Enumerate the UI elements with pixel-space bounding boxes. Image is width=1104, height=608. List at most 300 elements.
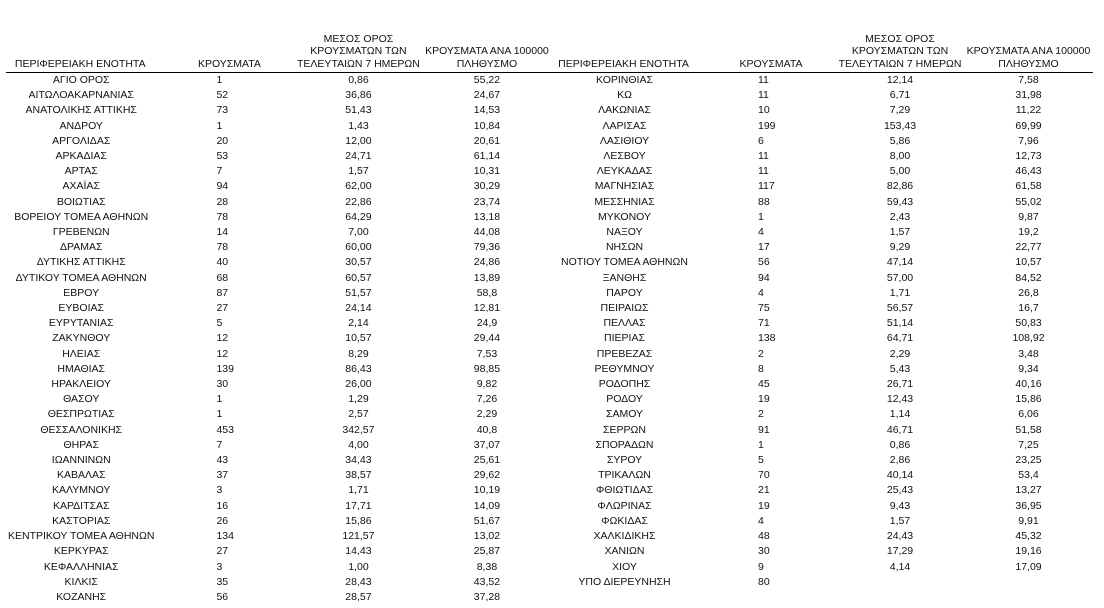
- cell-per100k: 53,4: [1018, 469, 1039, 482]
- cell-per100k: 43,52: [473, 575, 501, 588]
- cell-region: ΣΕΡΡΩΝ: [603, 423, 646, 436]
- table-row: [6, 514, 551, 529]
- cell-cases: 199: [758, 119, 776, 132]
- cell-per100k: 13,18: [473, 210, 501, 223]
- cell-region: ΗΜΑΘΙΑΣ: [57, 362, 106, 375]
- cell-region: ΣΠΟΡΑΔΩΝ: [595, 438, 654, 451]
- cell-region: ΗΡΑΚΛΕΙΟΥ: [51, 378, 112, 391]
- right-table-panel: [551, 20, 1093, 590]
- cell-cases: 94: [216, 180, 229, 193]
- table-row: [6, 103, 551, 118]
- cell-avg7: 12,00: [345, 134, 372, 147]
- cell-per100k: 12,81: [473, 302, 501, 315]
- table-row: [551, 134, 1093, 149]
- cell-cases: 35: [216, 575, 229, 588]
- cell-region: ΕΥΒΟΙΑΣ: [58, 302, 105, 315]
- cell-per100k: 24,67: [473, 89, 501, 102]
- table-row: [6, 88, 551, 103]
- cell-region: ΦΘΙΩΤΙΔΑΣ: [595, 484, 654, 497]
- cell-per100k: 19,2: [1018, 226, 1039, 239]
- cell-avg7: 2,29: [889, 347, 911, 360]
- table-row: [551, 377, 1093, 392]
- cell-region: ΧΑΛΚΙΔΙΚΗΣ: [593, 530, 656, 543]
- cell-cases: 30: [758, 545, 770, 558]
- cell-region: ΚΑΒΑΛΑΣ: [56, 469, 106, 482]
- cases-table-left: [6, 20, 551, 605]
- table-row: [6, 240, 551, 255]
- cell-region: ΘΕΣΣΑΛΟΝΙΚΗΣ: [40, 423, 123, 436]
- header-region: ΠΕΡΙΦΕΡΕΙΑΚΗ ΕΝΟΤΗΤΑ: [6, 20, 154, 73]
- cell-per100k: 6,06: [1018, 408, 1039, 421]
- cell-per100k: 61,58: [1015, 180, 1042, 193]
- cell-per100k: 7,26: [476, 393, 498, 406]
- cell-avg7: 2,43: [889, 210, 911, 223]
- cell-region: ΛΑΣΙΘΙΟΥ: [599, 134, 650, 147]
- table-row: [551, 514, 1093, 529]
- cell-cases: 3: [216, 484, 223, 497]
- table-row: [6, 423, 551, 438]
- cell-region: ΠΕΛΛΑΣ: [603, 317, 646, 330]
- cell-avg7: 57,00: [886, 271, 914, 284]
- cell-cases: 30: [216, 378, 229, 391]
- cell-per100k: 20,61: [473, 134, 501, 147]
- cell-avg7: 40,14: [886, 469, 914, 482]
- cell-avg7: 17,71: [345, 499, 372, 512]
- cell-region: ΡΟΔΟΠΗΣ: [598, 378, 651, 391]
- table-row: [6, 195, 551, 210]
- cell-cases: 138: [758, 332, 776, 345]
- cell-per100k: 8,38: [476, 560, 498, 573]
- cell-cases: 94: [758, 271, 770, 284]
- cell-avg7: 17,29: [886, 545, 914, 558]
- cell-region: ΛΑΚΩΝΙΑΣ: [598, 104, 651, 117]
- cell-per100k: 24,86: [473, 256, 501, 269]
- cell-avg7: 8,29: [348, 347, 369, 360]
- cell-region: ΘΕΣΠΡΩΤΙΑΣ: [47, 408, 115, 421]
- cell-cases: 68: [216, 271, 229, 284]
- cell-avg7: 10,57: [345, 332, 372, 345]
- cell-cases: 1: [216, 74, 223, 86]
- cell-avg7: 1,57: [889, 514, 911, 527]
- cell-region: ΛΑΡΙΣΑΣ: [602, 119, 647, 132]
- table-row: [551, 316, 1093, 331]
- cell-region: ΥΠΟ ΔΙΕΡΕΥΝΗΣΗ: [578, 575, 671, 588]
- cell-avg7: 36,86: [345, 89, 372, 102]
- cell-region: ΚΕΝΤΡΙΚΟΥ ΤΟΜΕΑ ΑΘΗΝΩΝ: [8, 530, 155, 543]
- cell-cases: 2: [758, 347, 764, 360]
- cell-per100k: 14,09: [473, 499, 501, 512]
- cell-avg7: 5,00: [889, 165, 911, 178]
- cell-avg7: 4,00: [348, 438, 369, 451]
- table-row: [6, 529, 551, 544]
- cell-avg7: 24,71: [345, 150, 372, 163]
- cell-avg7: 12,43: [886, 393, 914, 406]
- table-row: [6, 590, 551, 605]
- cell-region: ΝΗΣΩΝ: [605, 241, 644, 254]
- cell-cases: 4: [758, 226, 764, 239]
- table-row: [551, 468, 1093, 483]
- cell-cases: 7: [216, 165, 223, 178]
- cell-avg7: 342,57: [342, 423, 375, 436]
- cell-region: ΚΑΛΥΜΝΟΥ: [52, 484, 111, 497]
- cell-region: ΠΕΙΡΑΙΩΣ: [600, 302, 649, 315]
- cell-avg7: 64,71: [886, 332, 914, 345]
- cell-region: ΑΧΑΪΑΣ: [62, 180, 100, 193]
- cell-per100k: 45,32: [1015, 530, 1042, 543]
- header-cases: ΚΡΟΥΣΜΑΤΑ: [154, 20, 294, 73]
- cell-cases: 1: [216, 393, 223, 406]
- cell-cases: 56: [216, 590, 229, 603]
- cell-region: ΦΩΚΙΔΑΣ: [601, 514, 648, 527]
- cell-cases: 53: [216, 150, 229, 163]
- cell-avg7: 2,57: [348, 408, 369, 421]
- cell-region: ΚΕΡΚΥΡΑΣ: [53, 545, 109, 558]
- cell-region: ΑΡΤΑΣ: [64, 165, 98, 178]
- table-row: [551, 453, 1093, 468]
- table-row: [6, 331, 551, 346]
- cell-avg7: 60,57: [345, 271, 372, 284]
- cell-region: ΚΑΣΤΟΡΙΑΣ: [52, 514, 111, 527]
- table-row: [551, 88, 1093, 103]
- table-row: [6, 438, 551, 453]
- cell-avg7: 1,57: [889, 226, 911, 239]
- table-row: [6, 164, 551, 179]
- cell-region: ΘΑΣΟΥ: [63, 393, 100, 406]
- cell-per100k: 12,73: [1015, 150, 1042, 163]
- cell-cases: 4: [758, 514, 764, 527]
- cell-per100k: 108,92: [1012, 332, 1045, 345]
- cell-avg7: 14,43: [345, 545, 372, 558]
- cell-cases: 117: [758, 180, 775, 193]
- cell-avg7: 0,86: [889, 438, 911, 451]
- cell-region: ΜΑΓΝΗΣΙΑΣ: [594, 180, 655, 193]
- cell-per100k: 10,84: [473, 119, 501, 132]
- cell-avg7: 5,86: [889, 134, 911, 147]
- cell-per100k: 30,29: [473, 180, 501, 193]
- cell-per100k: 3,48: [1018, 347, 1039, 360]
- cell-avg7: 153,43: [883, 119, 917, 132]
- table-row: [6, 453, 551, 468]
- table-row: [551, 407, 1093, 422]
- cell-cases: 40: [216, 256, 229, 269]
- cell-per100k: 40,8: [476, 423, 498, 436]
- table-row: [6, 544, 551, 559]
- cell-avg7: 59,43: [886, 195, 914, 208]
- table-row: [6, 210, 551, 225]
- table-row: [551, 301, 1093, 316]
- cell-region: ΕΒΡΟΥ: [63, 286, 100, 299]
- cell-cases: 8: [758, 362, 764, 375]
- cell-per100k: 98,85: [473, 362, 501, 375]
- cell-avg7: 1,43: [348, 119, 369, 132]
- table-row: [551, 347, 1093, 362]
- cell-cases: 4: [758, 286, 764, 299]
- table-row: [6, 134, 551, 149]
- table-row: [6, 73, 551, 89]
- table-row: [551, 240, 1093, 255]
- cell-cases: 19: [758, 393, 770, 406]
- cell-avg7: 15,86: [345, 514, 372, 527]
- table-row: [6, 499, 551, 514]
- cell-region: ΔΥΤΙΚΟΥ ΤΟΜΕΑ ΑΘΗΝΩΝ: [15, 271, 147, 284]
- cell-avg7: 30,57: [345, 256, 372, 269]
- table-row: [6, 392, 551, 407]
- cell-cases: 9: [758, 560, 764, 573]
- cell-per100k: 79,36: [473, 241, 501, 254]
- cell-per100k: 13,89: [473, 271, 501, 284]
- cell-avg7: 0,86: [348, 74, 369, 86]
- cell-cases: 11: [758, 165, 769, 178]
- cell-region: ΑΙΤΩΛΟΑΚΑΡΝΑΝΙΑΣ: [28, 89, 134, 102]
- cell-cases: 88: [758, 195, 770, 208]
- cell-region: ΝΑΞΟΥ: [606, 226, 643, 239]
- cell-per100k: 9,34: [1018, 362, 1039, 375]
- cell-per100k: 11,22: [1015, 104, 1042, 117]
- cell-cases: 11: [758, 150, 769, 163]
- cell-cases: 80: [758, 575, 770, 588]
- cell-cases: 11: [758, 89, 769, 102]
- cell-avg7: 51,14: [886, 317, 914, 330]
- cell-region: ΚΙΛΚΙΣ: [64, 575, 98, 588]
- cell-avg7: 56,57: [886, 302, 914, 315]
- cell-region: ΛΕΥΚΑΔΑΣ: [596, 165, 653, 178]
- table-row: [6, 286, 551, 301]
- cell-per100k: 51,67: [473, 514, 501, 527]
- cell-avg7: 121,57: [342, 530, 375, 543]
- cell-region: ΗΛΕΙΑΣ: [62, 347, 101, 360]
- cell-region: ΣΑΜΟΥ: [605, 408, 644, 421]
- cell-region: ΓΡΕΒΕΝΩΝ: [52, 226, 110, 239]
- cell-cases: 5: [758, 454, 764, 467]
- table-row: [6, 347, 551, 362]
- cell-region: ΤΡΙΚΑΛΩΝ: [598, 469, 651, 482]
- cell-cases: 71: [758, 317, 770, 330]
- cell-per100k: 29,44: [473, 332, 501, 345]
- cell-region: ΣΥΡΟΥ: [606, 454, 643, 467]
- cell-per100k: 23,25: [1015, 454, 1042, 467]
- cell-region: ΠΡΕΒΕΖΑΣ: [596, 347, 653, 360]
- cell-per100k: 69,99: [1015, 119, 1042, 132]
- cell-cases: 37: [216, 469, 229, 482]
- cell-per100k: 29,62: [473, 469, 501, 482]
- table-header-row: [551, 20, 1093, 73]
- cell-cases: 70: [758, 469, 770, 482]
- table-row: [551, 103, 1093, 118]
- cell-cases: 16: [216, 499, 229, 512]
- table-row: [551, 195, 1093, 210]
- table-row: [6, 301, 551, 316]
- cell-avg7: 12,14: [886, 74, 914, 86]
- table-row: [551, 392, 1093, 407]
- table-row: [551, 560, 1093, 575]
- cell-avg7: 5,43: [889, 362, 911, 375]
- cell-avg7: 46,71: [886, 423, 914, 436]
- header-per100k: ΚΡΟΥΣΜΑΤΑ ΑΝΑ 100000 ΠΛΗΘΥΣΜΟ: [422, 20, 551, 73]
- cell-avg7: 1,00: [348, 560, 369, 573]
- cell-region: ΧΙΟΥ: [612, 560, 637, 573]
- table-row: [6, 407, 551, 422]
- cell-cases: 12: [216, 347, 229, 360]
- cell-region: ΚΟΖΑΝΗΣ: [56, 590, 107, 603]
- table-row: [551, 179, 1093, 194]
- table-row: [6, 560, 551, 575]
- cell-cases: 56: [758, 256, 770, 269]
- cell-region: ΘΗΡΑΣ: [63, 438, 99, 451]
- cell-avg7: 86,43: [345, 362, 372, 375]
- cell-per100k: 84,52: [1015, 271, 1042, 284]
- cell-avg7: 1,14: [889, 408, 911, 421]
- table-row: [551, 331, 1093, 346]
- cell-avg7: 1,71: [348, 484, 369, 497]
- cell-per100k: 14,53: [473, 104, 501, 117]
- cell-avg7: 82,86: [886, 180, 914, 193]
- cell-per100k: 23,74: [473, 195, 501, 208]
- cell-region: ΦΛΩΡΙΝΑΣ: [597, 499, 652, 512]
- cell-avg7: 51,43: [345, 104, 372, 117]
- header-avg7: ΜΕΣΟΣ ΟΡΟΣ ΚΡΟΥΣΜΑΤΩΝ ΤΩΝ ΤΕΛΕΥΤΑΙΩΝ 7 ΗΜΕΡΩΝ: [836, 20, 964, 73]
- cell-region: ΜΕΣΣΗΝΙΑΣ: [594, 195, 655, 208]
- cell-region: ΕΥΡΥΤΑΝΙΑΣ: [48, 317, 114, 330]
- cell-per100k: 55,22: [473, 74, 501, 86]
- cell-per100k: 46,43: [1015, 165, 1042, 178]
- table-row: [6, 483, 551, 498]
- table-row: [551, 210, 1093, 225]
- cell-avg7: 64,29: [345, 210, 372, 223]
- cell-region: ΡΕΘΥΜΝΟΥ: [594, 362, 655, 375]
- cell-region: ΑΡΚΑΔΙΑΣ: [55, 150, 107, 163]
- table-body-left: [6, 73, 551, 606]
- cell-per100k: 13,27: [1015, 484, 1042, 497]
- cell-cases: 17: [758, 241, 770, 254]
- cell-region: ΑΓΙΟ ΟΡΟΣ: [52, 74, 110, 86]
- cell-cases: 20: [216, 134, 229, 147]
- cell-per100k: 10,19: [473, 484, 501, 497]
- table-row: [551, 73, 1093, 89]
- cell-cases: 27: [216, 302, 229, 315]
- cell-cases: 1: [758, 210, 764, 223]
- table-row: [551, 271, 1093, 286]
- cell-avg7: 26,71: [886, 378, 914, 391]
- cell-per100k: 37,28: [473, 590, 501, 603]
- cell-cases: 43: [216, 454, 229, 467]
- cell-cases: 14: [216, 226, 229, 239]
- cell-region: ΛΕΣΒΟΥ: [603, 150, 646, 163]
- cell-cases: 73: [216, 104, 229, 117]
- table-row: [6, 316, 551, 331]
- table-row: [551, 255, 1093, 270]
- cell-avg7: 28,43: [345, 575, 372, 588]
- cell-cases: 7: [216, 438, 223, 451]
- cell-cases: 78: [216, 241, 229, 254]
- cell-per100k: 10,31: [473, 165, 501, 178]
- cell-region: ΒΟΡΕΙΟΥ ΤΟΜΕΑ ΑΘΗΝΩΝ: [14, 210, 149, 223]
- cell-cases: 134: [216, 530, 234, 543]
- table-row: [551, 164, 1093, 179]
- table-row: [6, 255, 551, 270]
- table-row: [6, 119, 551, 134]
- table-row: [551, 544, 1093, 559]
- cell-per100k: 17,09: [1015, 560, 1042, 573]
- cell-cases: 6: [758, 134, 764, 147]
- cell-region: ΑΝΔΡΟΥ: [59, 119, 103, 132]
- table-row: [551, 149, 1093, 164]
- table-row: [551, 438, 1093, 453]
- cell-per100k: 24,9: [476, 317, 498, 330]
- cell-per100k: 7,96: [1018, 134, 1039, 147]
- cell-per100k: 37,07: [473, 438, 501, 451]
- cell-avg7: 4,14: [889, 560, 911, 573]
- cell-per100k: 9,91: [1018, 514, 1039, 527]
- cell-avg7: 1,57: [348, 165, 369, 178]
- cell-region: ΠΙΕΡΙΑΣ: [604, 332, 645, 345]
- cell-per100k: 26,8: [1018, 286, 1039, 299]
- cell-per100k: 55,02: [1015, 195, 1042, 208]
- cell-avg7: 7,00: [348, 226, 369, 239]
- cell-cases: 3: [216, 560, 223, 573]
- table-row: [551, 286, 1093, 301]
- cell-avg7: 60,00: [345, 241, 372, 254]
- cell-region: ΚΩ: [617, 89, 632, 102]
- cell-region: ΒΟΙΩΤΙΑΣ: [56, 195, 106, 208]
- cell-cases: 52: [216, 89, 229, 102]
- cell-cases: 10: [758, 104, 770, 117]
- cell-per100k: 61,14: [473, 150, 501, 163]
- cell-per100k: 7,58: [1018, 74, 1039, 86]
- cell-avg7: 9,29: [889, 241, 911, 254]
- cell-per100k: 40,16: [1015, 378, 1042, 391]
- table-row: [551, 575, 1093, 590]
- table-row: [6, 179, 551, 194]
- cell-per100k: 22,77: [1015, 241, 1042, 254]
- cell-per100k: 31,98: [1015, 89, 1042, 102]
- cell-per100k: 51,58: [1015, 423, 1042, 436]
- cell-avg7: 9,43: [889, 499, 911, 512]
- cell-cases: 27: [216, 545, 229, 558]
- cell-avg7: 7,29: [889, 104, 911, 117]
- header-region: ΠΕΡΙΦΕΡΕΙΑΚΗ ΕΝΟΤΗΤΑ: [551, 20, 696, 73]
- cell-region: ΡΟΔΟΥ: [606, 393, 643, 406]
- cell-cases: 28: [216, 195, 229, 208]
- table-row: [551, 225, 1093, 240]
- cell-per100k: 13,02: [473, 530, 501, 543]
- cell-cases: 1: [216, 408, 223, 421]
- left-table-panel: [6, 20, 551, 605]
- cell-avg7: 25,43: [886, 484, 914, 497]
- cell-cases: 45: [758, 378, 770, 391]
- header-cases: ΚΡΟΥΣΜΑΤΑ: [696, 20, 836, 73]
- cell-cases: 453: [216, 423, 234, 436]
- cell-per100k: 58,8: [476, 286, 498, 299]
- table-row: [6, 225, 551, 240]
- cell-avg7: 22,86: [345, 195, 372, 208]
- cell-cases: 91: [758, 423, 770, 436]
- cell-cases: 5: [216, 317, 223, 330]
- cell-avg7: 8,00: [889, 150, 911, 163]
- cell-per100k: 50,83: [1015, 317, 1042, 330]
- cell-region: ΚΕΦΑΛΛΗΝΙΑΣ: [43, 560, 119, 573]
- cell-cases: 26: [216, 514, 229, 527]
- cell-avg7: 34,43: [345, 454, 372, 467]
- cases-table-right: [551, 20, 1093, 590]
- cell-region: ΙΩΑΝΝΙΝΩΝ: [51, 454, 111, 467]
- cell-avg7: 51,57: [345, 286, 372, 299]
- cell-per100k: 15,86: [1015, 393, 1042, 406]
- cell-region: ΞΑΝΘΗΣ: [602, 271, 647, 284]
- cell-per100k: 25,61: [473, 454, 501, 467]
- cell-avg7: 24,43: [886, 530, 914, 543]
- cell-cases: 21: [758, 484, 770, 497]
- table-row: [551, 119, 1093, 134]
